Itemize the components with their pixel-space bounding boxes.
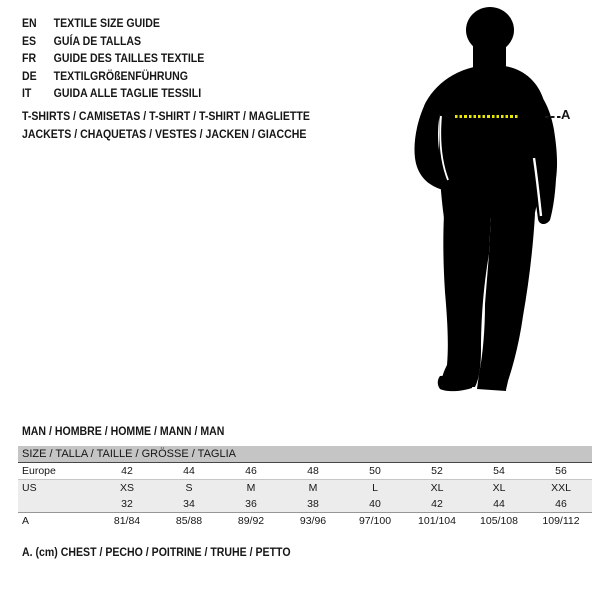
table-cell: 93/96 [299,515,327,527]
table-row-us [18,480,592,496]
table-cell: 81/84 [113,515,141,527]
category-jackets: JACKETS / CHAQUETAS / VESTES / JACKEN / GIACCHE [22,126,307,141]
table-cell: 36 [245,498,257,510]
table-cell: 85/88 [175,515,203,527]
language-row-fr [22,50,204,68]
table-cell: M [308,482,318,494]
language-title-list [22,15,229,103]
table-cell: 46 [555,498,567,510]
table-cell: 42 [431,498,443,510]
table-row-europe [18,463,592,480]
language-code: FR [22,51,37,65]
size-table-header: SIZE / TALLA / TAILLE / GRÖSSE / TAGLIA [18,446,592,463]
guide-title: GUÍA DE TALLAS [53,33,142,48]
measurement-footnote: A. (cm) CHEST / PECHO / POITRINE / TRUHE / PETTO [22,545,291,559]
table-cell: 109/112 [542,515,580,527]
guide-title: TEXTILE SIZE GUIDE [53,16,160,30]
language-code: IT [22,86,32,100]
guide-title: TEXTILGRÖßENFÜHRUNG [53,68,189,83]
table-cell: 44 [183,465,195,477]
table-cell: XL [430,482,444,494]
table-cell: 52 [431,465,443,477]
row-label: Europe [22,465,56,477]
table-cell: M [246,482,256,494]
table-cell: S [185,482,193,494]
table-cell: 40 [369,498,381,510]
language-row-de [22,68,204,86]
row-label: US [22,482,37,494]
table-cell: 101/104 [418,515,456,527]
chest-measure-dotted-line [455,115,518,118]
measure-label-a: A [561,107,571,122]
table-cell: L [372,482,378,494]
table-cell: 89/92 [237,515,265,527]
garment-categories [22,108,349,143]
silhouette-left-foot [438,374,474,391]
table-row-numeric [18,496,592,513]
table-row-chest-a [18,513,592,529]
man-silhouette-image [410,4,575,394]
table-cell: 56 [555,465,567,477]
language-row-en [22,15,204,33]
row-label: A [22,515,30,527]
table-cell: 48 [307,465,319,477]
table-cell: XS [119,482,134,494]
language-row-es [22,33,204,51]
table-cell: 34 [183,498,195,510]
guide-title: GUIDA ALLE TAGLIE TESSILI [53,86,202,100]
table-cell: 38 [307,498,319,510]
table-cell: 50 [369,465,381,477]
table-cell: 42 [121,465,133,477]
size-table [18,446,592,529]
table-cell: 46 [245,465,257,477]
guide-title: GUIDE DES TAILLES TEXTILE [53,51,205,65]
table-cell: 44 [493,498,505,510]
table-cell: 105/108 [480,515,518,527]
table-cell: XXL [551,482,571,494]
table-cell: XL [492,482,506,494]
measure-callout-dashes [545,116,561,118]
table-cell: 32 [121,498,133,510]
table-cell: 97/100 [358,515,392,527]
language-code: DE [22,68,37,83]
row-label [18,496,96,512]
language-row-it [22,85,204,103]
category-tshirts: T-SHIRTS / CAMISETAS / T-SHIRT / T-SHIRT / MAGLIETTE [22,109,310,123]
section-title-man: MAN / HOMBRE / HOMME / MANN / MAN [22,424,225,438]
table-cell: 54 [493,465,505,477]
language-code: EN [22,16,37,30]
language-code: ES [22,33,37,48]
